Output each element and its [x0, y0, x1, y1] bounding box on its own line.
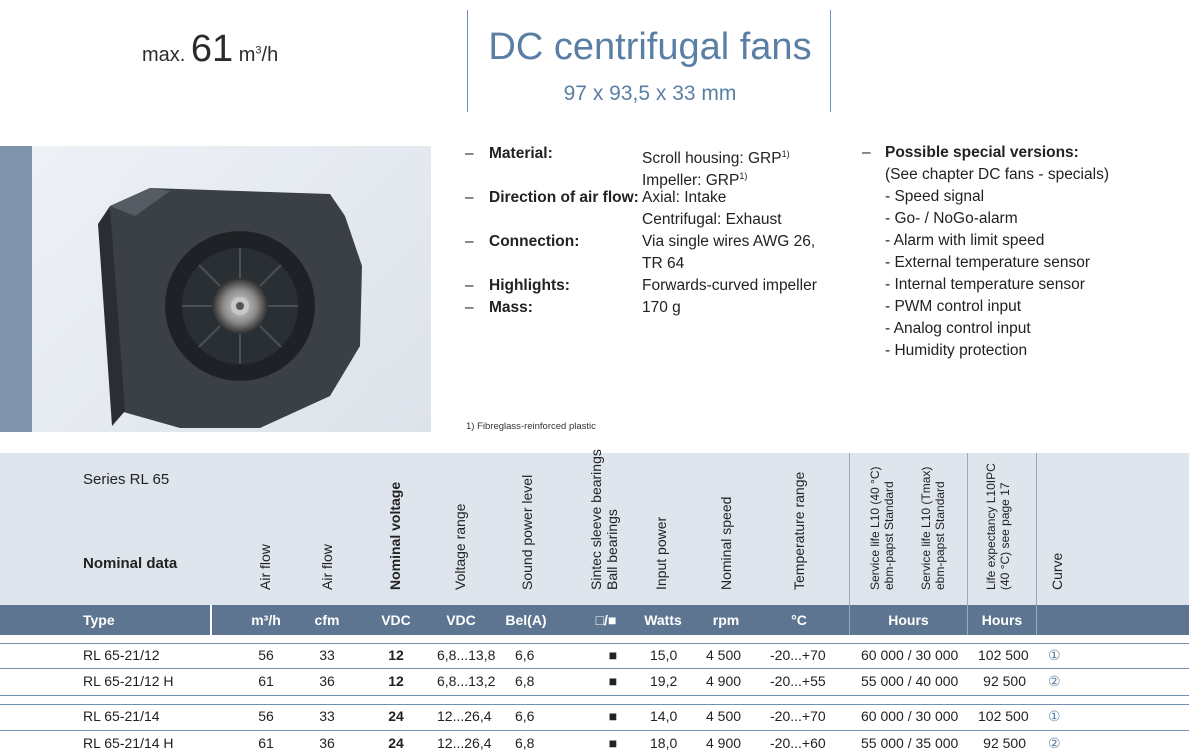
- nominal-data-label: Nominal data: [83, 555, 178, 572]
- cell-cfm: 36: [319, 735, 335, 751]
- cell-type: RL 65-21/12 H: [83, 673, 174, 689]
- col-header-voltage-range: Voltage range: [452, 503, 468, 590]
- cell-m3h: 61: [258, 735, 274, 751]
- special-item: - Analog control input: [885, 320, 1031, 337]
- cell-temp: -20...+60: [770, 735, 826, 751]
- spec-label-material: Material:: [489, 145, 553, 162]
- cell-watts: 15,0: [650, 647, 678, 663]
- spec-value-connection-2: TR 64: [642, 255, 685, 272]
- col-header-service-life-tmax: Service life L10 (Tmax): [919, 466, 933, 590]
- special-item: - Humidity protection: [885, 342, 1028, 359]
- max-unit: m: [238, 44, 256, 66]
- special-note: (See chapter DC fans - specials): [885, 166, 1109, 183]
- cell-type: RL 65-21/14: [83, 708, 160, 724]
- col-header-curve: Curve: [1049, 552, 1065, 590]
- cell-temp: -20...+70: [770, 708, 826, 724]
- col-header-ball-bearings: Ball bearings: [604, 509, 620, 590]
- cell-bel: 6,6: [515, 708, 535, 724]
- spec-dash: –: [465, 277, 474, 294]
- spec-dash: –: [465, 299, 474, 316]
- unit-hours-service: Hours: [888, 612, 929, 628]
- unit-vdc-range: VDC: [446, 612, 476, 628]
- unit-watts: Watts: [644, 612, 682, 628]
- cell-watts: 19,2: [650, 673, 678, 689]
- cell-m3h: 56: [258, 708, 274, 724]
- special-item: - Internal temperature sensor: [885, 276, 1085, 293]
- max-value: 61: [190, 28, 234, 70]
- unit-rpm: rpm: [712, 612, 740, 628]
- cell-bearing: ■: [608, 708, 618, 724]
- cell-service-life: 55 000 / 35 000: [861, 735, 959, 751]
- cell-curve: ①: [1048, 647, 1061, 663]
- max-prefix: max.: [142, 44, 186, 66]
- cell-cfm: 33: [319, 647, 335, 663]
- col-header-airflow-m3h: Air flow: [257, 544, 273, 590]
- col-header-nominal-voltage: Nominal voltage: [387, 481, 403, 590]
- row-divider: [0, 704, 1189, 705]
- units-divider: [210, 605, 212, 635]
- cell-voltage-range: 6,8...13,2: [437, 673, 496, 689]
- cell-temp: -20...+55: [770, 673, 826, 689]
- spec-value-highlights: Forwards-curved impeller: [642, 277, 817, 294]
- series-label: Series RL 65: [83, 471, 170, 488]
- max-unit-suffix: /h: [261, 44, 279, 66]
- spec-label-connection: Connection:: [489, 233, 580, 250]
- cell-curve: ①: [1048, 708, 1061, 724]
- header-divider-left: [467, 10, 468, 112]
- col-header-nominal-speed: Nominal speed: [718, 496, 734, 590]
- cell-cfm: 33: [319, 708, 335, 724]
- cell-bel: 6,8: [515, 735, 535, 751]
- unit-vdc-nominal: VDC: [381, 612, 411, 628]
- col-header-sound-power: Sound power level: [519, 474, 535, 590]
- cell-voltage-range: 6,8...13,8: [437, 647, 496, 663]
- special-dash: –: [862, 144, 871, 161]
- cell-watts: 18,0: [650, 735, 678, 751]
- spec-dash: –: [465, 189, 474, 206]
- spec-label-mass: Mass:: [489, 299, 533, 316]
- special-title: Possible special versions:: [885, 144, 1079, 161]
- header-divider-right: [830, 10, 831, 112]
- unit-celsius: °C: [791, 612, 807, 628]
- cell-vdc: 24: [388, 708, 404, 724]
- cell-rpm: 4 900: [706, 673, 742, 689]
- page-subtitle: 97 x 93,5 x 33 mm: [563, 82, 737, 105]
- col-header-service-life-40-std: ebm-papst Standard: [882, 481, 896, 590]
- spec-value-airflow-1: Axial: Intake: [642, 189, 727, 206]
- cell-voltage-range: 12...26,4: [437, 708, 492, 724]
- cell-rpm: 4 900: [706, 735, 742, 751]
- special-item: - Alarm with limit speed: [885, 232, 1045, 249]
- cell-curve: ②: [1048, 673, 1061, 689]
- cell-bearing: ■: [608, 673, 618, 689]
- row-divider: [0, 668, 1189, 669]
- cell-rpm: 4 500: [706, 708, 742, 724]
- col-header-service-life-40: Service life L10 (40 °C): [868, 466, 882, 590]
- unit-type: Type: [83, 612, 115, 628]
- cell-curve: ②: [1048, 735, 1061, 751]
- cell-service-life: 55 000 / 40 000: [861, 673, 959, 689]
- cell-life-ipc: 92 500: [983, 673, 1026, 689]
- page-title: DC centrifugal fans: [488, 26, 812, 68]
- cell-life-ipc: 102 500: [978, 647, 1029, 663]
- special-item: - External temperature sensor: [885, 254, 1091, 271]
- unit-m3h: m³/h: [251, 612, 281, 628]
- cell-vdc: 12: [388, 647, 404, 663]
- special-item: - Go- / NoGo-alarm: [885, 210, 1018, 227]
- cell-rpm: 4 500: [706, 647, 742, 663]
- spec-label-highlights: Highlights:: [489, 277, 570, 294]
- cell-bearing: ■: [608, 647, 618, 663]
- cell-bel: 6,8: [515, 673, 535, 689]
- cell-type: RL 65-21/14 H: [83, 735, 174, 751]
- cell-vdc: 24: [388, 735, 404, 751]
- cell-bel: 6,6: [515, 647, 535, 663]
- spec-value-airflow-2: Centrifugal: Exhaust: [642, 211, 782, 228]
- spec-label-airflow: Direction of air flow:: [489, 189, 639, 206]
- cell-life-ipc: 102 500: [978, 708, 1029, 724]
- max-unit-sup: 3: [255, 44, 262, 57]
- header-column-divider: [1036, 453, 1037, 635]
- unit-hours-ipc: Hours: [981, 612, 1023, 628]
- cell-type: RL 65-21/12: [83, 647, 160, 663]
- special-item: - Speed signal: [885, 188, 985, 205]
- col-header-airflow-cfm: Air flow: [319, 544, 335, 590]
- cell-service-life: 60 000 / 30 000: [861, 708, 959, 724]
- spec-value-mass: 170 g: [642, 299, 681, 316]
- cell-temp: -20...+70: [770, 647, 826, 663]
- spec-dash: –: [465, 145, 474, 162]
- cell-voltage-range: 12...26,4: [437, 735, 492, 751]
- row-divider: [0, 695, 1189, 696]
- product-photo: [0, 146, 431, 432]
- cell-vdc: 12: [388, 673, 404, 689]
- fan-illustration: [0, 146, 431, 432]
- spec-dash: –: [465, 233, 474, 250]
- row-divider: [0, 643, 1189, 644]
- max-airflow-heading: [142, 28, 278, 71]
- unit-cfm: cfm: [314, 612, 340, 628]
- special-item: - PWM control input: [885, 298, 1022, 315]
- col-header-life-expectancy-note: (40 °C) see page 17: [998, 482, 1012, 590]
- col-header-sleeve-bearings: Sintec sleeve bearings: [588, 449, 604, 590]
- cell-life-ipc: 92 500: [983, 735, 1026, 751]
- cell-service-life: 60 000 / 30 000: [861, 647, 959, 663]
- spec-value-material-1: Scroll housing: GRP$^{1)}$: [642, 149, 790, 168]
- spec-value-connection-1: Via single wires AWG 26,: [642, 233, 816, 250]
- cell-cfm: 36: [319, 673, 335, 689]
- cell-watts: 14,0: [650, 708, 678, 724]
- row-divider: [0, 730, 1189, 731]
- footnote: 1) Fibreglass-reinforced plastic: [466, 421, 596, 432]
- col-header-service-life-tmax-std: ebm-papst Standard: [933, 481, 947, 590]
- col-header-input-power: Input power: [653, 516, 669, 590]
- spec-value-material-2: Impeller: GRP$^{1)}$: [642, 171, 748, 190]
- col-header-life-expectancy: Life expectancy L10IPC: [984, 463, 998, 590]
- col-header-temperature-range: Temperature range: [791, 471, 807, 590]
- cell-m3h: 56: [258, 647, 274, 663]
- cell-bearing: ■: [608, 735, 618, 751]
- unit-bel: Bel(A): [505, 612, 547, 628]
- unit-bearing-symbols: □/■: [595, 612, 617, 628]
- cell-m3h: 61: [258, 673, 274, 689]
